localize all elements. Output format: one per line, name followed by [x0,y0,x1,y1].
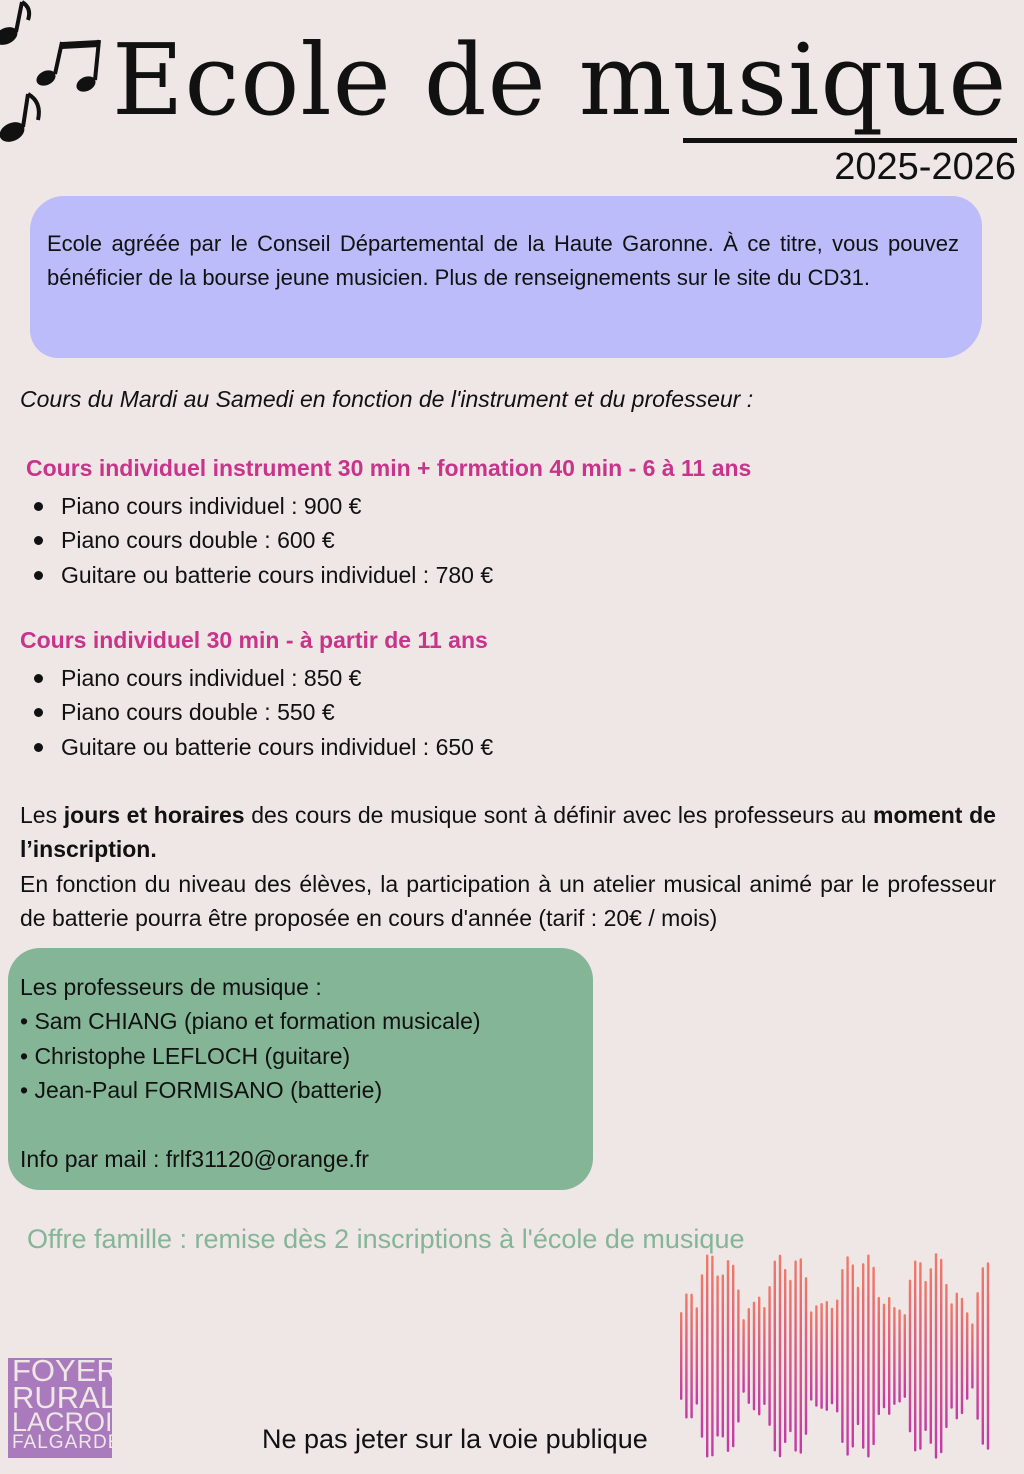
wave-bar [904,1314,906,1398]
wave-bar [831,1308,833,1405]
wave-bar [732,1265,734,1448]
wave-bar [956,1293,958,1420]
wave-bars [680,1253,989,1458]
wave-bar [768,1286,770,1426]
section-title-6-11: Cours individuel instrument 30 min + formation 40 min - 6 à 11 ans [26,455,752,481]
wave-bar [846,1256,848,1455]
logo-text: LACROIX [12,1407,131,1438]
schedule-emphasis: moment de l’inscription. [20,802,996,863]
music-notes-icon [0,0,112,150]
teacher-item: • Sam CHIANG (piano et formation musicale) [20,1008,481,1035]
contact-email: Info par mail : frlf31120@orange.fr [20,1146,369,1173]
wave-bar [690,1294,692,1419]
wave-bar [789,1280,791,1432]
list-item: Piano cours double : 600 € [20,523,493,557]
wave-bar [784,1269,786,1443]
family-offer: Offre famille : remise dès 2 inscriptions à l'école de musique [27,1224,745,1254]
wave-bar [852,1264,854,1447]
wave-bar [867,1254,869,1457]
wave-bar [805,1277,807,1435]
schedule-intro: Cours du Mardi au Samedi en fonction de l'instrument et du professeur : [20,386,754,412]
wave-bar [742,1319,744,1393]
wave-bar [685,1293,687,1418]
wave-bar [727,1260,729,1452]
wave-bar [841,1269,843,1443]
wave-bar [945,1284,947,1428]
wave-bar [966,1312,968,1400]
logo-text: FALGARDE [12,1431,122,1453]
wave-bar [862,1263,864,1449]
wave-bar [987,1262,989,1450]
teachers-heading: Les professeurs de musique : [20,974,322,1000]
wave-bar [878,1297,880,1415]
title-underline [683,138,1017,143]
wave-bar [774,1260,776,1451]
wave-bar [872,1267,874,1445]
wave-bar [883,1304,885,1409]
list-item: Piano cours individuel : 900 € [20,489,493,523]
wave-bar [919,1262,921,1450]
list-item: Guitare ou batterie cours individuel : 780 € [20,558,493,592]
schedule-emphasis: jours et horaires [63,802,245,828]
wave-bar [888,1297,890,1415]
teacher-item: • Jean-Paul FORMISANO (batterie) [20,1077,383,1104]
wave-bar [763,1307,765,1405]
teachers-text [20,970,481,1176]
price-list-11-plus [20,661,493,764]
wave-bar [940,1259,942,1454]
wave-bar [810,1311,812,1400]
workshop-text: En fonction du niveau des élèves, la participation à un atelier musical animé par le professeur de batterie pourra être proposée en cours d'année (tarif : 20€ / mois) [20,870,996,932]
wave-bar [935,1253,937,1458]
wave-bar [815,1305,817,1407]
wave-bar [758,1297,760,1416]
wave-bar [982,1267,984,1445]
wave-bar [924,1281,926,1431]
section-title-11-plus: Cours individuel 30 min - à partir de 11 ans [20,627,488,653]
wave-bar [696,1307,698,1404]
wave-bar [701,1274,703,1438]
wave-bar [748,1308,750,1404]
agreement-text: Ecole agréée par le Conseil Départemental de la Haute Garonne. À ce titre, vous pouvez bénéficier de la bourse jeune musicien. Plus de renseignements sur le site du CD31. [47,231,959,290]
schedule-text: des cours de musique sont à définir avec les professeurs au [244,802,874,828]
teacher-item: • Christophe LEFLOCH (guitare) [20,1042,351,1069]
logo-text: FOYER [12,1353,119,1388]
schedule-details [20,798,996,936]
price-list-6-11 [20,489,493,592]
wave-bar [893,1307,895,1405]
wave-bar [706,1254,708,1457]
wave-bar [836,1299,838,1412]
wave-bar [930,1268,932,1444]
schedule-text: Les [20,802,64,828]
logo-text: RURAL [12,1379,118,1415]
wave-bar [794,1260,796,1451]
list-item: Guitare ou batterie cours individuel : 650 € [20,730,493,764]
footer-note: Ne pas jeter sur la voie publique [262,1424,648,1454]
wave-bar [961,1298,963,1414]
wave-bar [800,1258,802,1453]
list-item: Piano cours double : 550 € [20,695,493,729]
page-title: Ecole de musique [112,24,1008,138]
wave-bar [826,1301,828,1411]
wave-bar [950,1303,952,1409]
wave-bar [680,1312,682,1400]
sound-wave-icon [676,1246,992,1466]
wave-bar [716,1275,718,1436]
wave-bar [898,1309,900,1402]
wave-bar [737,1289,739,1422]
wave-bar [779,1255,781,1458]
wave-bar [976,1292,978,1420]
wave-bar [711,1256,713,1457]
wave-bar [722,1274,724,1437]
wave-bar [820,1303,822,1409]
foyer-rural-logo [8,1353,131,1458]
wave-bar [909,1280,911,1433]
wave-bar [857,1287,859,1425]
list-item: Piano cours individuel : 850 € [20,661,493,695]
wave-bar [914,1260,916,1451]
wave-bar [971,1323,973,1388]
wave-bar [753,1302,755,1411]
school-year: 2025-2026 [834,146,1016,188]
